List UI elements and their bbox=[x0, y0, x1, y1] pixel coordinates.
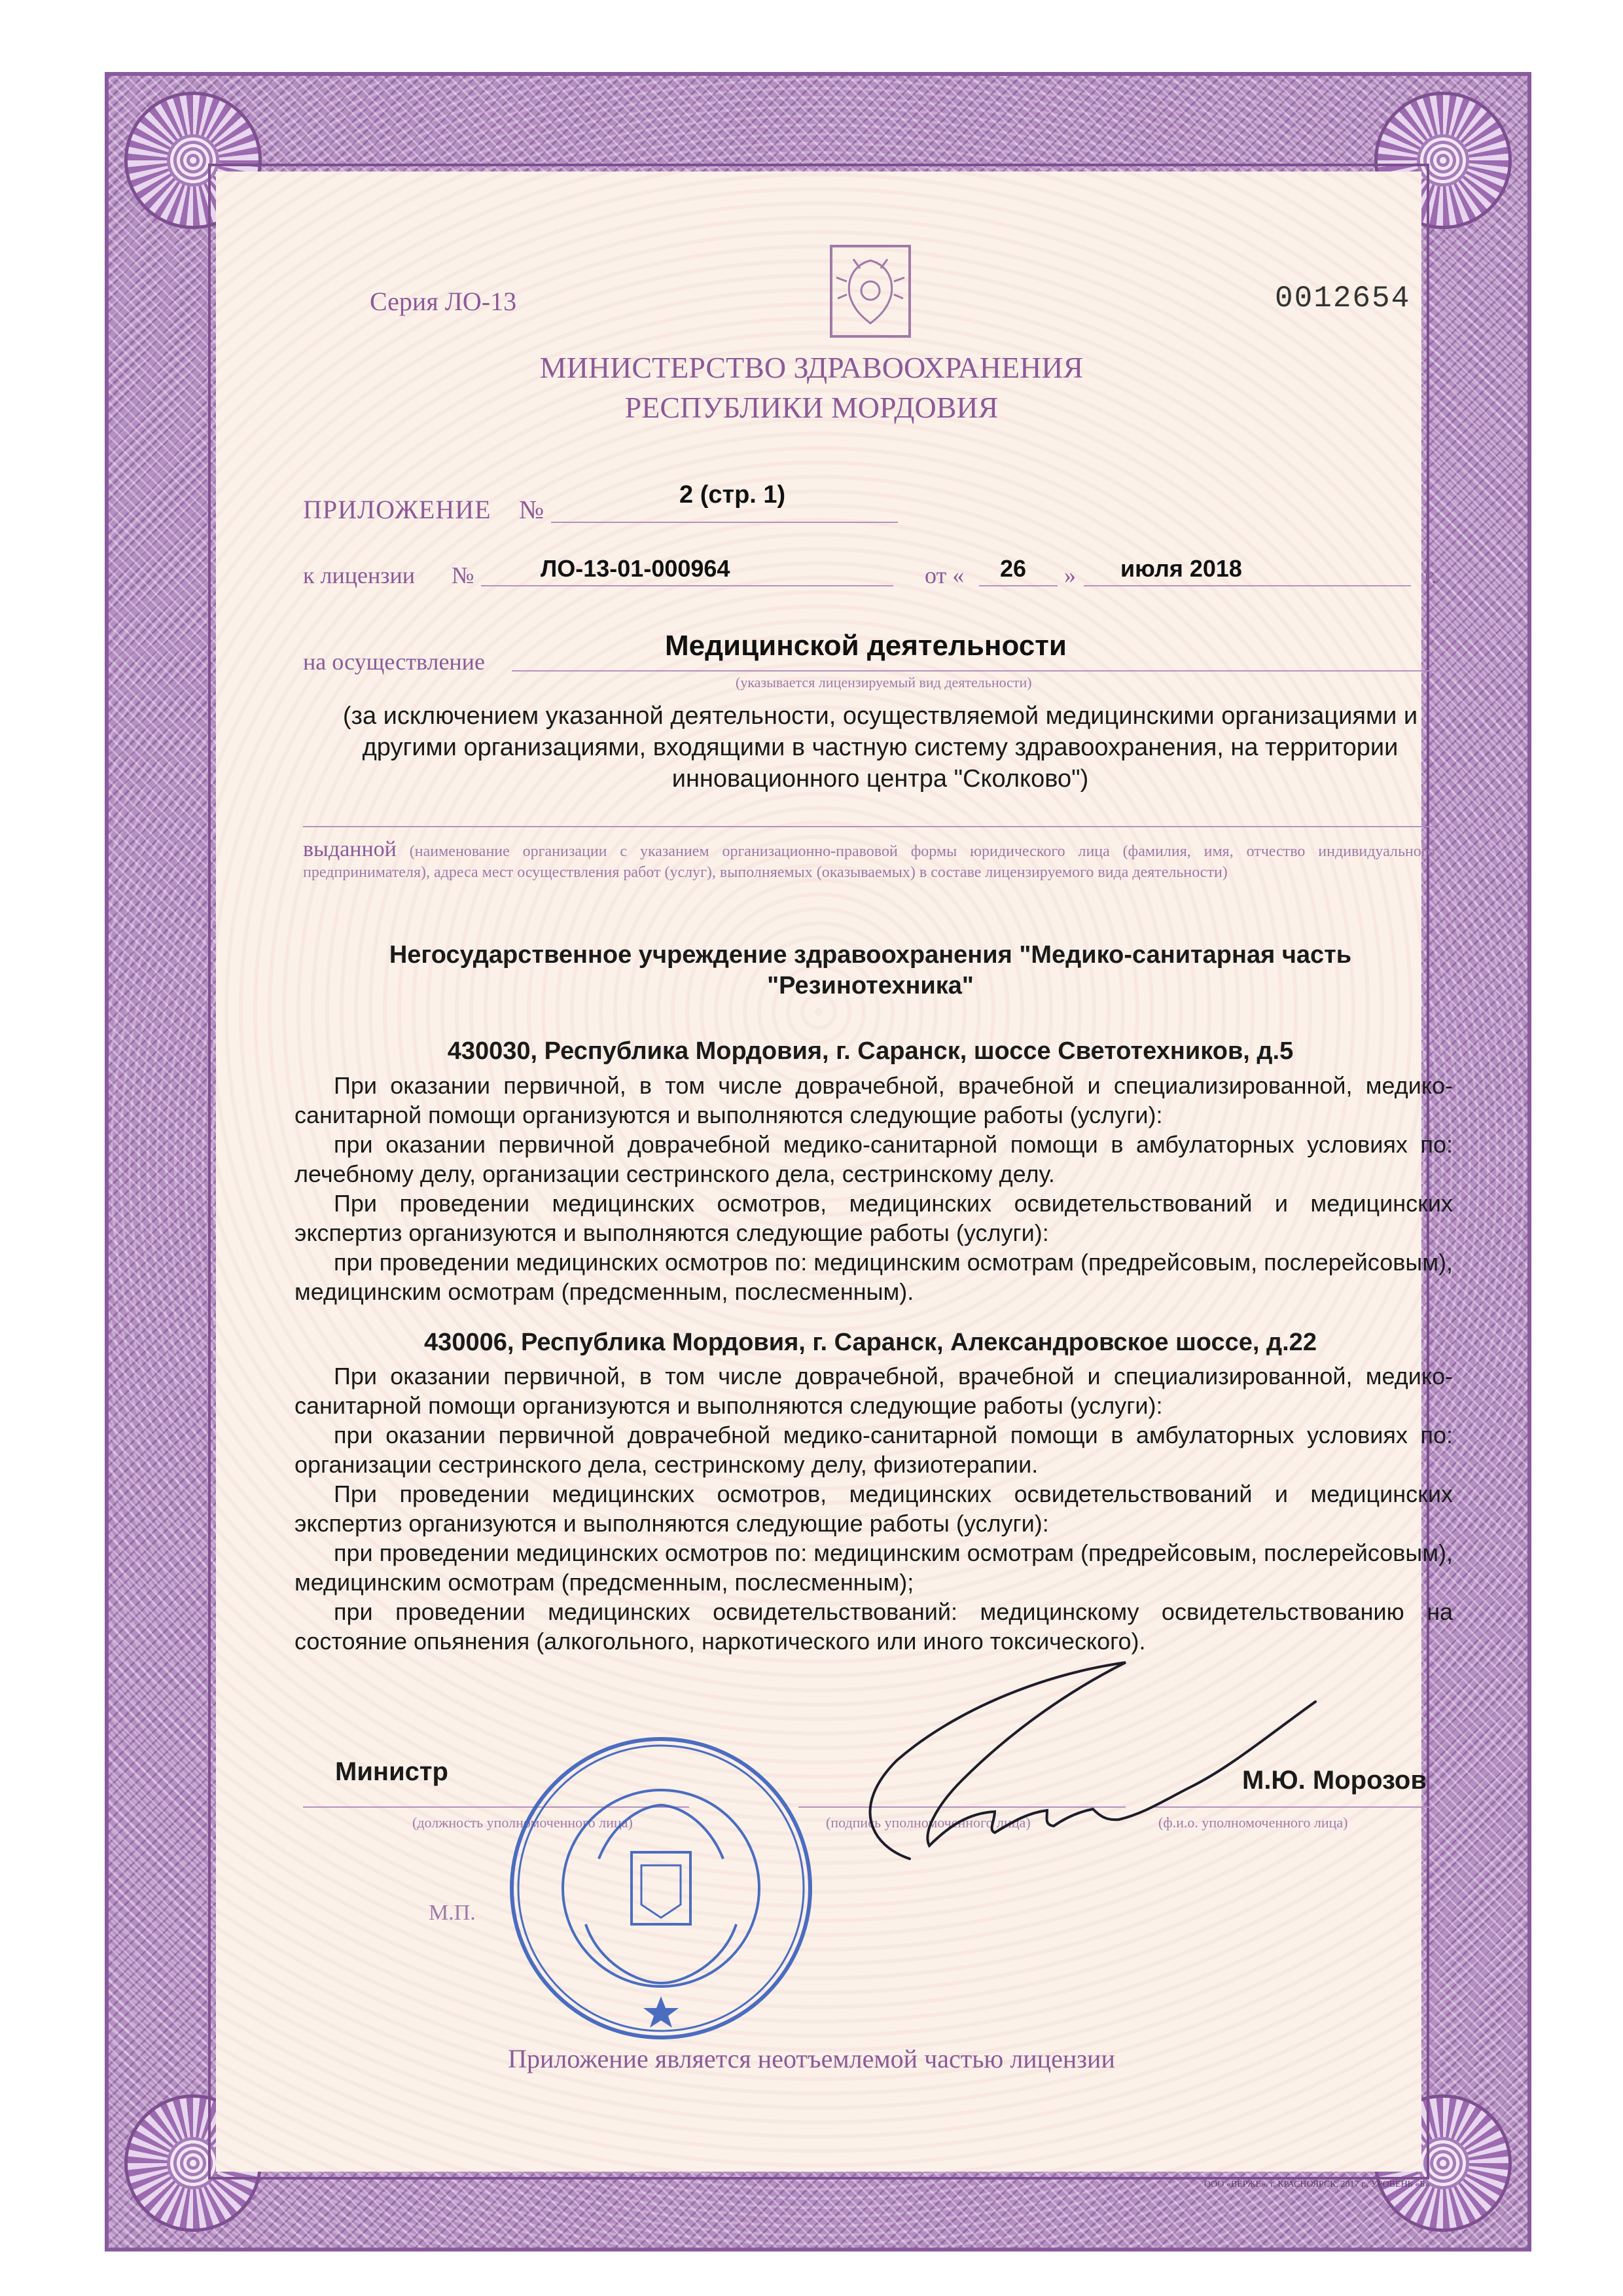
organization-name-line2: "Резинотехника" bbox=[767, 972, 974, 999]
address-1-paragraph: При проведении медицинских осмотров, медицинских освидетельствований и медицинских экспертиз организуются и выполняются следующие работы (услуги): bbox=[294, 1190, 1453, 1246]
footer-note: Приложение является неотъемлемой частью лицензии bbox=[508, 2044, 1115, 2073]
position-caption: (должность уполномоченного лица) bbox=[412, 1814, 633, 1831]
address-1-services bbox=[294, 1071, 1453, 1306]
address-1-paragraph: при проведении медицинских осмотров по: медицинским осмотрам (предрейсовым, послерейсовым), медицинским осмотрам (предсменным, послесменным). bbox=[294, 1249, 1453, 1305]
license-month-underline bbox=[1084, 585, 1411, 586]
license-no-sign: № bbox=[452, 562, 474, 588]
address-1-paragraph: При оказании первичной, в том числе доврачебной, врачебной и специализированной, медико-санитарной помощи организуются и выполняются следующие работы (услуги): bbox=[294, 1072, 1453, 1128]
license-label: к лицензии bbox=[303, 562, 415, 588]
signature-caption: (подпись уполномоченного лица) bbox=[826, 1814, 1031, 1831]
address-1-paragraph: при оказании первичной доврачебной медико-санитарной помощи в амбулаторных условиях по: лечебному делу, организации сестринского дела, сестринскому делу. bbox=[294, 1131, 1453, 1187]
ministry-title-line2: РЕСПУБЛИКИ МОРДОВИЯ bbox=[624, 391, 999, 424]
license-number-underline bbox=[481, 585, 893, 586]
license-month-year: июля 2018 bbox=[1120, 555, 1242, 582]
activity-underline bbox=[512, 670, 1435, 672]
appendix-label: ПРИЛОЖЕНИЕ bbox=[303, 495, 491, 524]
issued-caption: (наименование организации с указанием организационно-правовой формы юридического лица (фамилия, имя, отчество индивидуального предпринимателя), адреса мест осуществления работ (услуг), выполняемых (оказываемых) в составе лицензируемого вида деятельности) bbox=[303, 843, 1435, 881]
activity-caption: (указывается лицензируемый вид деятельности) bbox=[736, 674, 1032, 691]
seal-place-label: М.П. bbox=[429, 1901, 476, 1925]
issued-label: выданной bbox=[303, 837, 397, 861]
license-day-underline bbox=[979, 585, 1058, 586]
appendix-no-sign: № bbox=[519, 495, 544, 524]
form-number: 0012654 bbox=[1275, 281, 1411, 315]
name-caption: (ф.и.о. уполномоченного лица) bbox=[1158, 1814, 1348, 1831]
address-2-paragraph: При проведении медицинских осмотров, медицинских освидетельствований и медицинских экспертиз организуются и выполняются следующие работы (услуги): bbox=[294, 1480, 1453, 1537]
issued-block bbox=[303, 839, 1435, 883]
license-from-label: от « bbox=[925, 562, 965, 588]
address-1: 430030, Республика Мордовия, г. Саранск, шоссе Светотехников, д.5 bbox=[447, 1037, 1294, 1065]
appendix-underline bbox=[551, 522, 898, 523]
organization-name-line1: Негосударственное учреждение здравоохранения "Медико-санитарная часть bbox=[389, 941, 1352, 969]
stamp-icon bbox=[501, 1728, 821, 2049]
appendix-value: 2 (стр. 1) bbox=[679, 481, 786, 509]
address-2: 430006, Республика Мордовия, г. Саранск, Александровское шоссе, д.22 bbox=[424, 1329, 1317, 1356]
license-number: ЛО-13-01-000964 bbox=[541, 555, 730, 582]
activity-label: на осуществление bbox=[303, 649, 485, 675]
license-day: 26 bbox=[1000, 555, 1027, 582]
license-year-suffix: г. bbox=[1424, 562, 1437, 588]
activity-exclusion: (за исключением указанной деятельности, осуществляемой медицинскими организациями и другими организациями, входящими в частную систему здравоохранения, на территории инновационного центра "Сколково") bbox=[342, 702, 1418, 793]
address-2-paragraph: При оказании первичной, в том числе доврачебной, врачебной и специализированной, медико-санитарной помощи организуются и выполняются следующие работы (услуги): bbox=[294, 1363, 1453, 1419]
address-2-paragraph: при проведении медицинских осмотров по: медицинским осмотрам (предрейсовым, послерейсовым), медицинским осмотрам (предсменным, послесменным); bbox=[294, 1539, 1453, 1596]
license-quote-close: » bbox=[1064, 562, 1076, 588]
coat-of-arms-icon bbox=[827, 242, 914, 340]
address-2-services bbox=[294, 1361, 1453, 1656]
official-stamp bbox=[501, 1728, 821, 2049]
address-2-paragraph: при оказании первичной доврачебной медико-санитарной помощи в амбулаторных условиях по: организации сестринского дела, сестринскому делу, физиотерапии. bbox=[294, 1422, 1453, 1478]
ministry-title-line1: МИНИСТЕРСТВО ЗДРАВООХРАНЕНИЯ bbox=[539, 351, 1084, 384]
signatory-position: Министр bbox=[335, 1757, 448, 1786]
activity-value: Медицинской деятельности bbox=[665, 630, 1067, 662]
series-label: Серия ЛО-13 bbox=[370, 287, 517, 316]
printer-imprint: ООО «ВЕРЖЕ», г. КРАСНОЯРСК, 2017 г., УРОВЕНЬ «Б» bbox=[1204, 2179, 1430, 2189]
signatory-name: М.Ю. Морозов bbox=[1242, 1766, 1427, 1795]
handwritten-signature bbox=[798, 1649, 1322, 1885]
address-2-paragraph: при проведении медицинских освидетельствований: медицинскому освидетельствованию на состояние опьянения (алкогольного, наркотического или иного токсического). bbox=[294, 1598, 1453, 1655]
issued-underline bbox=[303, 826, 1435, 827]
